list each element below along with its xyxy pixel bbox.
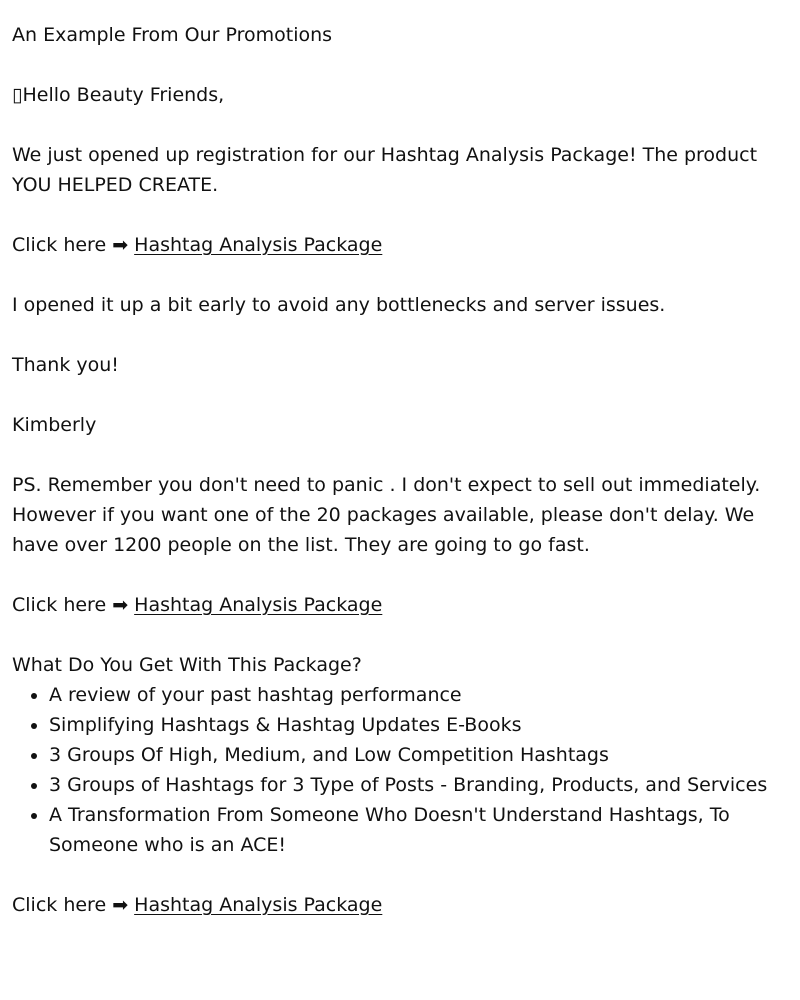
greeting <box>12 80 794 110</box>
hashtag-package-link-2[interactable]: Hashtag Analysis Package <box>134 594 383 616</box>
promo-heading: An Example From Our Promotions <box>12 24 333 46</box>
list-item: • 3 Groups of Hashtags for 3 Type of Posts - Branding, Products, and Services <box>49 770 794 800</box>
hashtag-package-link-3[interactable]: Hashtag Analysis Package <box>134 894 383 916</box>
cta-line-3 <box>12 890 794 920</box>
greeting-text: Hello Beauty Friends, <box>22 84 225 106</box>
cta-line-1 <box>12 230 794 260</box>
cta-prefix: Click here <box>12 594 107 616</box>
list-item: • 3 Groups Of High, Medium, and Low Competition Hashtags <box>49 740 794 770</box>
package-question: What Do You Get With This Package? <box>12 654 362 676</box>
early-note: I opened it up a bit early to avoid any bottlenecks and server issues. <box>12 294 666 316</box>
cta-prefix: Click here <box>12 894 107 916</box>
intro-paragraph: We just opened up registration for our Hashtag Analysis Package! The product YOU HELPED CREATE. <box>12 144 758 196</box>
greeting-box-icon: ▯ <box>12 84 23 106</box>
cta-line-2 <box>12 590 794 620</box>
ps-paragraph: PS. Remember you don't need to panic . I don't expect to sell out immediately. However if you want one of the 20 packages available, please don't delay. We have over 1200 people on the list. They are going to go fast. <box>12 474 761 556</box>
right-arrow-icon: ➡ <box>112 894 129 916</box>
right-arrow-icon: ➡ <box>112 594 129 616</box>
hashtag-package-link-1[interactable]: Hashtag Analysis Package <box>134 234 383 256</box>
cta-prefix: Click here <box>12 234 107 256</box>
right-arrow-icon: ➡ <box>112 234 129 256</box>
thanks-line: Thank you! <box>12 354 119 376</box>
list-item: • Simplifying Hashtags & Hashtag Updates E-Books <box>49 710 794 740</box>
list-item: • A review of your past hashtag performance <box>49 680 794 710</box>
benefits-list <box>12 680 794 860</box>
signature: Kimberly <box>12 414 97 436</box>
list-item: • A Transformation From Someone Who Doesn't Understand Hashtags, To Someone who is an ACE! <box>49 800 794 860</box>
